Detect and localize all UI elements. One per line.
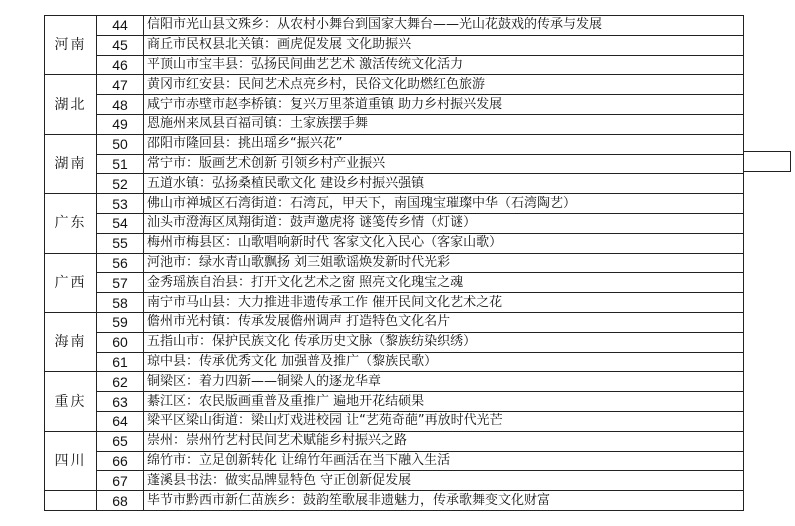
item-title-cell: 黄冈市红安县：民间艺术点亮乡村，民俗文化助燃红色旅游: [144, 75, 744, 95]
item-title-cell: 佛山市禅城区石湾街道：石湾瓦，甲天下，南国瑰宝璀璨中华（石湾陶艺）: [144, 194, 744, 214]
item-title-cell: 琼中县：传承优秀文化 加强普及推广（黎族民歌）: [144, 352, 744, 372]
table-row: [45, 134, 744, 154]
row-border-extension: [744, 151, 791, 172]
table-body: [45, 16, 744, 511]
item-number-cell: 60: [97, 332, 144, 352]
item-number-cell: 57: [97, 273, 144, 293]
item-title-cell: 綦江区：农民版画重普及重推广 遍地开花结硕果: [144, 392, 744, 412]
item-number-cell: 47: [97, 75, 144, 95]
table-row: [45, 411, 744, 431]
item-number-cell: 68: [97, 491, 144, 511]
item-title-cell: 梅州市梅县区：山歌唱响新时代 客家文化入民心（客家山歌）: [144, 233, 744, 253]
item-number-cell: 58: [97, 293, 144, 313]
table-row: [45, 332, 744, 352]
item-number-cell: 46: [97, 55, 144, 75]
province-cell: 重庆: [45, 372, 97, 431]
item-title-cell: 南宁市马山县：大力推进非遗传承工作 催开民间文化艺术之花: [144, 293, 744, 313]
item-number-cell: 53: [97, 194, 144, 214]
item-title-cell: 常宁市：版画艺术创新 引领乡村产业振兴: [144, 154, 744, 174]
table-row: [45, 312, 744, 332]
table-row: [45, 174, 744, 194]
item-title-cell: 铜梁区：着力四新——铜梁人的逐龙华章: [144, 372, 744, 392]
item-title-cell: 汕头市澄海区凤翔街道：鼓声邀虎将 谜笺传乡情（灯谜）: [144, 213, 744, 233]
item-title-cell: 毕节市黔西市新仁苗族乡：鼓韵笙歌展非遗魅力，传承歌舞变文化财富: [144, 491, 744, 511]
table-row: [45, 35, 744, 55]
item-number-cell: 49: [97, 114, 144, 134]
item-number-cell: 63: [97, 392, 144, 412]
province-cell: 广西: [45, 253, 97, 312]
table-row: [45, 114, 744, 134]
item-number-cell: 64: [97, 411, 144, 431]
table-row: [45, 95, 744, 115]
item-number-cell: 54: [97, 213, 144, 233]
item-title-cell: 邵阳市隆回县：挑出瑶乡“振兴花”: [144, 134, 744, 154]
item-number-cell: 48: [97, 95, 144, 115]
table-row: [45, 16, 744, 36]
table-row: [45, 154, 744, 174]
table-row: [45, 372, 744, 392]
item-title-cell: 金秀瑶族自治县：打开文化艺术之窗 照亮文化瑰宝之魂: [144, 273, 744, 293]
item-title-cell: 五道水镇：弘扬桑植民歌文化 建设乡村振兴强镇: [144, 174, 744, 194]
item-title-cell: 商丘市民权县北关镇：画虎促发展 文化助振兴: [144, 35, 744, 55]
item-number-cell: 52: [97, 174, 144, 194]
province-cell: 湖北: [45, 75, 97, 134]
item-title-cell: 平顶山市宝丰县：弘扬民间曲艺艺术 激活传统文化活力: [144, 55, 744, 75]
item-number-cell: 45: [97, 35, 144, 55]
item-number-cell: 56: [97, 253, 144, 273]
table-row: [45, 392, 744, 412]
table-row: [45, 55, 744, 75]
item-title-cell: 咸宁市赤壁市赵李桥镇：复兴万里茶道重镇 助力乡村振兴发展: [144, 95, 744, 115]
item-title-cell: 崇州：崇州竹艺村民间艺术赋能乡村振兴之路: [144, 431, 744, 451]
province-cell: 湖南: [45, 134, 97, 193]
item-title-cell: 五指山市：保护民族文化 传承历史文脉（黎族纺染织绣）: [144, 332, 744, 352]
item-title-cell: 河池市：绿水青山歌飘扬 刘三姐歌谣焕发新时代光彩: [144, 253, 744, 273]
item-number-cell: 67: [97, 471, 144, 491]
table-row: [45, 491, 744, 511]
province-cell: [45, 491, 97, 511]
document-table-page: [44, 15, 784, 511]
item-number-cell: 61: [97, 352, 144, 372]
province-cell: 四川: [45, 431, 97, 490]
province-cell: 海南: [45, 312, 97, 371]
item-title-cell: 儋州市光村镇：传承发展儋州调声 打造特色文化名片: [144, 312, 744, 332]
table-row: [45, 451, 744, 471]
item-number-cell: 65: [97, 431, 144, 451]
table-row: [45, 233, 744, 253]
item-number-cell: 50: [97, 134, 144, 154]
item-number-cell: 59: [97, 312, 144, 332]
item-number-cell: 55: [97, 233, 144, 253]
table-row: [45, 273, 744, 293]
province-cell: 广东: [45, 194, 97, 253]
table-row: [45, 213, 744, 233]
project-list-table: [44, 15, 744, 511]
table-row: [45, 431, 744, 451]
table-row: [45, 194, 744, 214]
item-number-cell: 44: [97, 16, 144, 36]
item-number-cell: 66: [97, 451, 144, 471]
item-number-cell: 51: [97, 154, 144, 174]
item-title-cell: 蓬溪县书法：做实品牌显特色 守正创新促发展: [144, 471, 744, 491]
table-row: [45, 253, 744, 273]
table-row: [45, 471, 744, 491]
table-row: [45, 293, 744, 313]
item-title-cell: 信阳市光山县文殊乡：从农村小舞台到国家大舞台——光山花鼓戏的传承与发展: [144, 16, 744, 36]
table-row: [45, 75, 744, 95]
province-cell: 河南: [45, 16, 97, 75]
item-title-cell: 绵竹市：立足创新转化 让绵竹年画活在当下融入生活: [144, 451, 744, 471]
table-row: [45, 352, 744, 372]
item-number-cell: 62: [97, 372, 144, 392]
item-title-cell: 梁平区梁山街道：梁山灯戏进校园 让“艺苑奇葩”再放时代光芒: [144, 411, 744, 431]
item-title-cell: 恩施州来凤县百福司镇：土家族摆手舞: [144, 114, 744, 134]
